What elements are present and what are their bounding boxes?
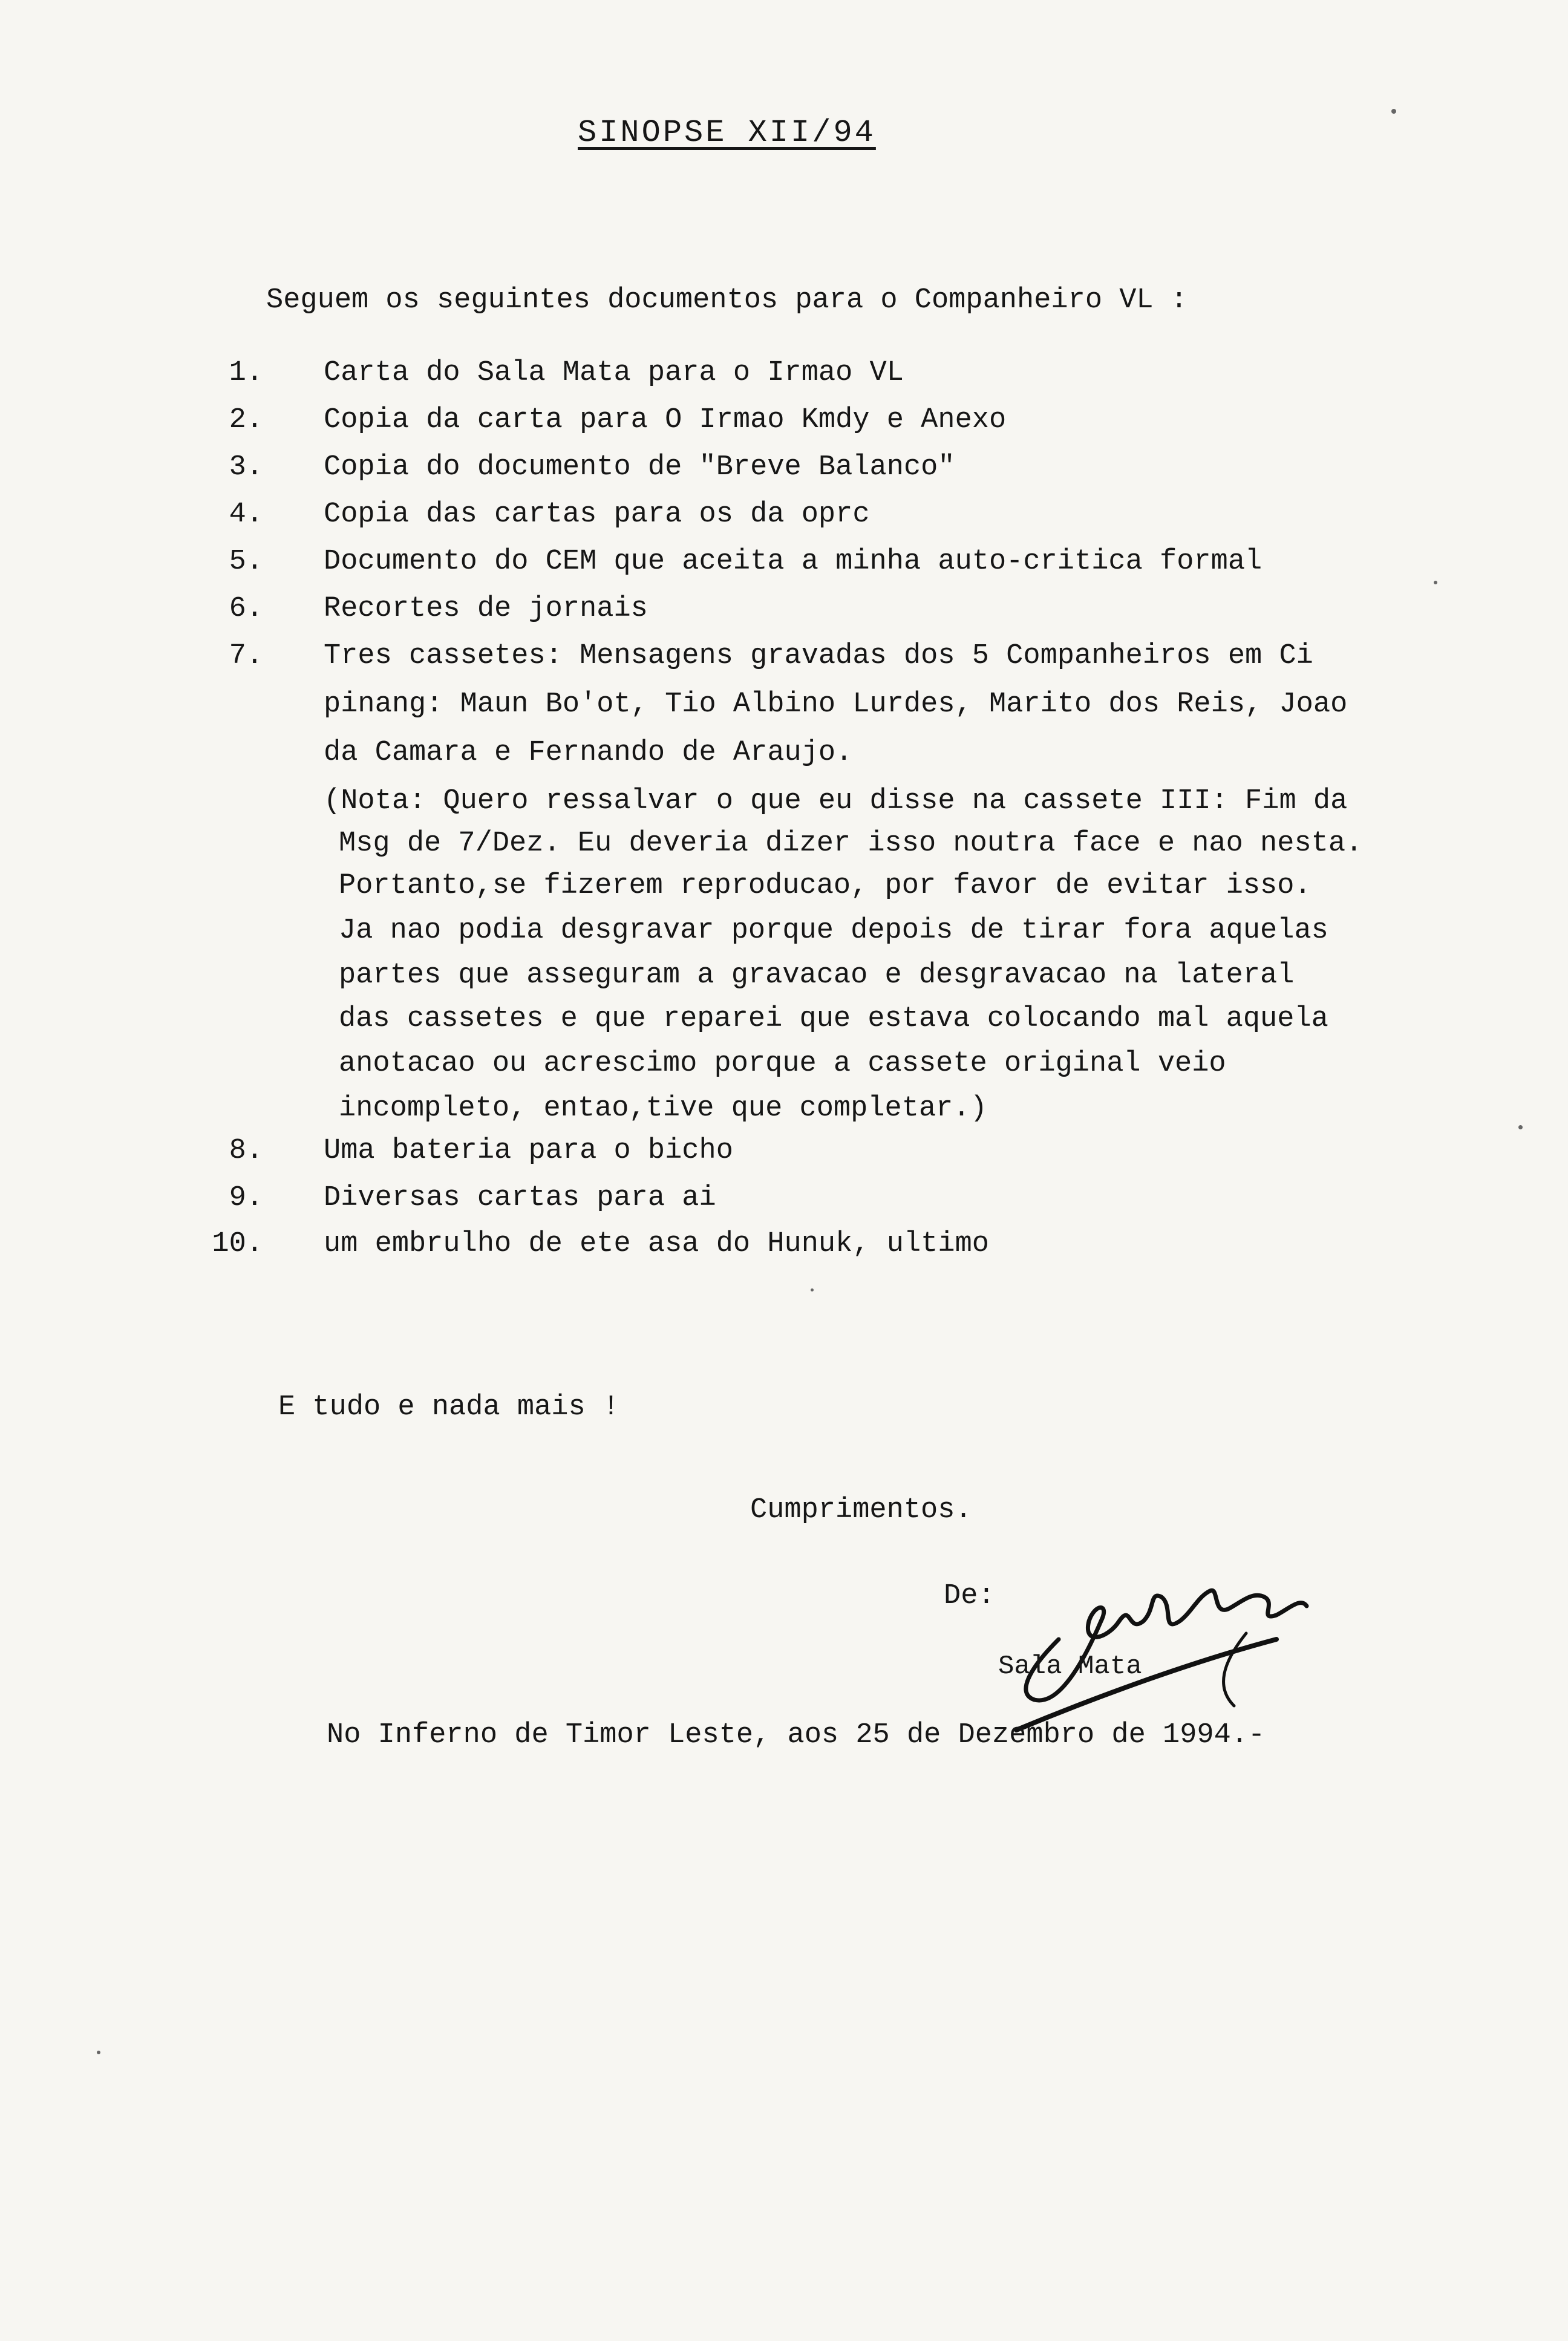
list-item-number: 5.	[229, 546, 263, 578]
list-item-text: um embrulho de ete asa do Hunuk, ultimo	[324, 1228, 989, 1260]
note-line: anotacao ou acrescimo porque a cassete original veio	[339, 1048, 1226, 1080]
list-item-text: Copia das cartas para os da oprc	[324, 498, 870, 531]
list-item-text: Documento do CEM que aceita a minha auto-critica formal	[324, 546, 1263, 578]
place-date-line: No Inferno de Timor Leste, aos 25 de Dezembro de 1994.-	[327, 1719, 1266, 1751]
signatory-name: Sala Mata	[998, 1651, 1142, 1682]
note-line: (Nota: Quero ressalvar o que eu disse na cassete III: Fim da	[324, 785, 1348, 817]
list-item-text: Recortes de jornais	[324, 593, 648, 625]
note-line: das cassetes e que reparei que estava colocando mal aquela	[339, 1003, 1328, 1035]
list-item-number: 7.	[229, 640, 263, 672]
item7-continuation-line: pinang: Maun Bo'ot, Tio Albino Lurdes, Marito dos Reis, Joao	[324, 688, 1348, 720]
list-item-text: Diversas cartas para ai	[324, 1182, 716, 1214]
list-item-number: 4.	[229, 498, 263, 531]
intro-line: Seguem os seguintes documentos para o Companheiro VL :	[266, 284, 1188, 316]
greeting-line: Cumprimentos.	[750, 1494, 972, 1526]
list-item-number: 8.	[229, 1135, 263, 1167]
list-item-text: Copia da carta para O Irmao Kmdy e Anexo	[324, 404, 1007, 436]
list-item-number: 10.	[212, 1228, 263, 1260]
list-item-number: 9.	[229, 1182, 263, 1214]
list-item-number: 3.	[229, 451, 263, 483]
scan-speck	[1518, 1125, 1523, 1129]
from-label: De:	[944, 1580, 995, 1612]
list-item-number: 2.	[229, 404, 263, 436]
item7-continuation-line: da Camara e Fernando de Araujo.	[324, 737, 853, 769]
list-item-text: Uma bateria para o bicho	[324, 1135, 733, 1167]
ending-line: E tudo e nada mais !	[278, 1391, 620, 1423]
note-line: Msg de 7/Dez. Eu deveria dizer isso noutra face e nao nesta.	[339, 828, 1363, 860]
scan-speck	[1434, 581, 1437, 584]
note-line: partes que asseguram a gravacao e desgravacao na lateral	[339, 959, 1295, 991]
note-line: incompleto, entao,tive que completar.)	[339, 1092, 987, 1125]
note-line: Ja nao podia desgravar porque depois de tirar fora aquelas	[339, 915, 1328, 947]
scan-speck	[97, 2051, 100, 2054]
list-item-number: 6.	[229, 593, 263, 625]
document-title: SINOPSE XII/94	[578, 115, 876, 151]
list-item-text: Tres cassetes: Mensagens gravadas dos 5 Companheiros em Ci	[324, 640, 1313, 672]
list-item-text: Carta do Sala Mata para o Irmao VL	[324, 357, 904, 389]
list-item-text: Copia do documento de "Breve Balanco"	[324, 451, 955, 483]
list-item-number: 1.	[229, 357, 263, 389]
note-line: Portanto,se fizerem reproducao, por favor de evitar isso.	[339, 870, 1312, 902]
scan-speck	[811, 1288, 814, 1291]
scan-speck	[1391, 109, 1396, 114]
